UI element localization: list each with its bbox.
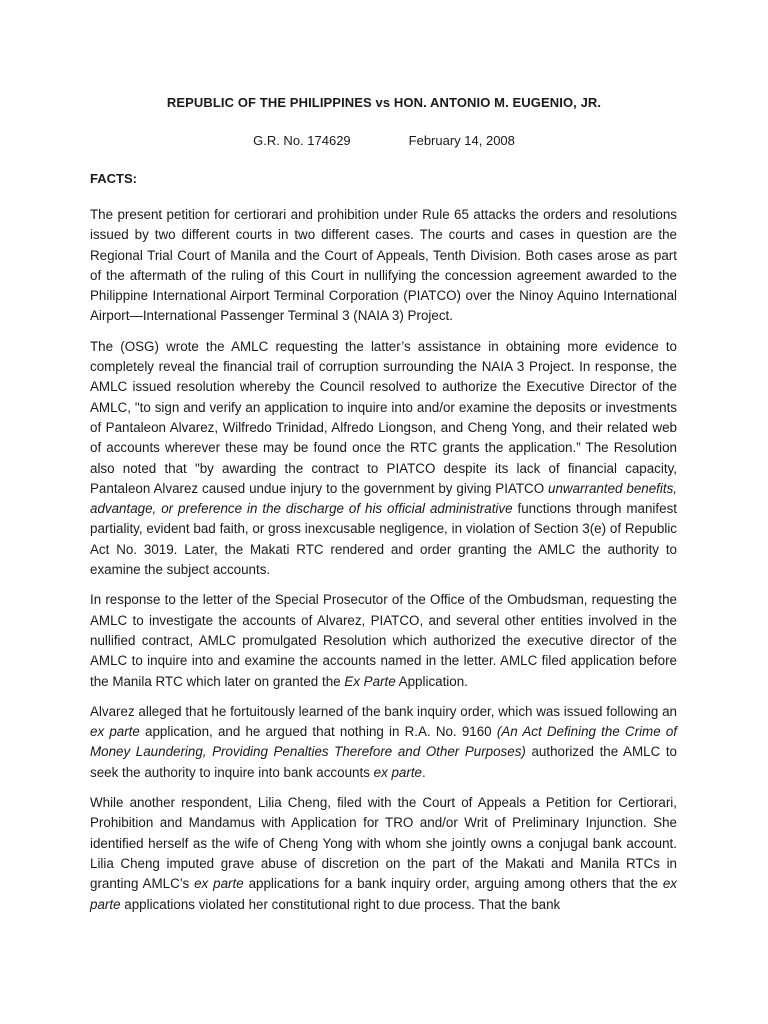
paragraph-3-text-a: In response to the letter of the Special Prosecutor of the Office of the Ombudsman, requesting the AMLC to investigate the accounts of Alvarez, PIATCO, and several other entities involved in the nullified contract, AMLC promulgated Resolution which authorized the executive director of the AMLC to inquire into and examine the accounts named in the letter. AMLC filed application before the Manila RTC which later on granted the (90, 592, 677, 689)
paragraph-4-italic-1: ex parte (90, 724, 140, 740)
paragraph-2-italic: unwarranted benefits, advantage, or preference in the discharge of his official administrative (90, 480, 677, 517)
paragraph-4-text-a: Alvarez alleged that he fortuitously learned of the bank inquiry order, which was issued following an (90, 703, 677, 719)
decision-date: February 14, 2008 (408, 133, 515, 148)
gr-number: G.R. No. 174629 (253, 133, 351, 148)
paragraph-5 (90, 793, 677, 915)
paragraph-2 (90, 337, 677, 581)
paragraph-4-text-g: . (422, 764, 426, 780)
paragraph-3-italic: Ex Parte (344, 673, 396, 689)
paragraph-3-text-c: Application. (398, 673, 468, 689)
paragraph-4-text-e: authorized the AMLC to seek the authority to inquire into bank accounts (90, 744, 677, 780)
document-body (90, 205, 677, 925)
paragraph-5-italic-2: ex parte (90, 876, 677, 912)
paragraph-2-text-a: The (OSG) wrote the AMLC requesting the latter’s assistance in obtaining more evidence to completely reveal the financial trail of corruption surrounding the NAIA 3 Project. In response, the AMLC issued resolution whereby the Council resolved to authorize the Executive Director of the AMLC, "to sign and verify an application to inquire into and/or examine the deposits or investments of Pantaleon Alvarez, Wilfredo Trinidad, Alfredo Liongson, and Cheng Yong, and their related web of accounts wherever these may be found once the RTC grants the application.” The Resolution also noted that "by awarding the contract to PIATCO despite its lack of financial capacity, Pantaleon Alvarez caused undue injury to the government by giving PIATCO (90, 338, 677, 496)
paragraph-4-italic-2: (An Act Defining the Crime of Money Laundering, Providing Penalties Therefore and Other Purposes) (90, 724, 677, 760)
paragraph-5-text-a: While another respondent, Lilia Cheng, filed with the Court of Appeals a Petition for Certiorari, Prohibition and Mandamus with Application for TRO and/or Writ of Preliminary Injunction. She identified herself as the wife of Cheng Yong with whom she jointly owns a conjugal bank account. Lilia Cheng imputed grave abuse of discretion on the part of the Makati and Manila RTCs in granting AMLC’s (90, 795, 677, 892)
paragraph-5-text-c: applications for a bank inquiry order, arguing among others that the (248, 876, 658, 892)
paragraph-1: The present petition for certiorari and prohibition under Rule 65 attacks the orders and resolutions issued by two different courts in two different cases. The courts and cases in question are the Regional Trial Court of Manila and the Court of Appeals, Tenth Division. Both cases arose as part of the aftermath of the ruling of this Court in nullifying the concession agreement awarded to the Philippine International Airport Terminal Corporation (PIATCO) over the Ninoy Aquino International Airport—International Passenger Terminal 3 (NAIA 3) Project. (90, 207, 677, 324)
case-reference-line (0, 133, 768, 148)
paragraph-4 (90, 702, 677, 783)
case-title: REPUBLIC OF THE PHILIPPINES vs HON. ANTONIO M. EUGENIO, JR. (166, 95, 602, 110)
paragraph-4-text-c: application, and he argued that nothing in R.A. No. 9160 (145, 724, 492, 740)
paragraph-3 (90, 590, 677, 691)
paragraph-4-italic-3: ex parte (373, 764, 423, 780)
paragraph-5-italic-1: ex parte (194, 876, 244, 892)
paragraph-5-text-e: applications violated her constitutional right to due process. That the bank (124, 896, 561, 912)
facts-heading: FACTS: (90, 171, 137, 186)
paragraph-2-text-c: functions through manifest partiality, evident bad faith, or gross inexcusable negligence, in violation of Section 3(e) of Republic Act No. 3019. Later, the Makati RTC rendered and order granting the AMLC the authority to examine the subject accounts. (90, 501, 677, 578)
